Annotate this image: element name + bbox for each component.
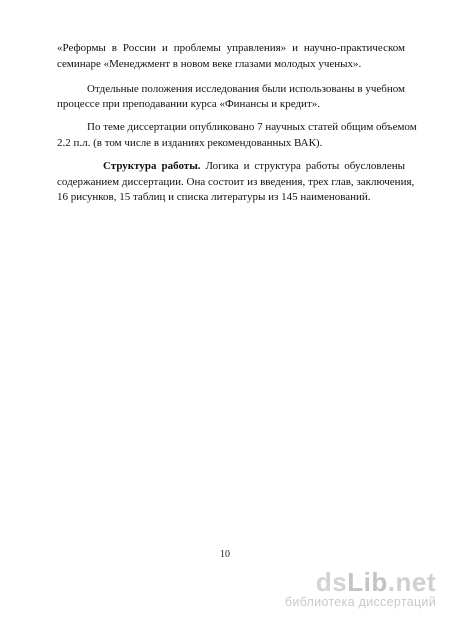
paragraph-line: По теме диссертации опубликовано 7 научных статей общим объемом: [87, 121, 417, 134]
paragraph-structure: [57, 159, 415, 206]
watermark-logo-net: .net: [387, 567, 436, 597]
paragraph-line: 2.2 п.л. (в том числе в изданиях рекомендованных ВАК).: [57, 136, 323, 149]
paragraph-line: «Реформы в России и проблемы управления» и научно-практическом: [57, 42, 405, 54]
structure-heading: Структура работы.: [103, 159, 201, 172]
paragraph-teaching-use: [57, 82, 405, 114]
watermark-logo-ds: ds: [315, 567, 348, 597]
page-number: 10: [220, 549, 230, 560]
paragraph-line: содержанием диссертации. Она состоит из введения, трех глав, заключения,: [57, 175, 415, 188]
paragraph-line: 16 рисунков, 15 таблиц и списка литературы из 145 наименований.: [57, 191, 371, 204]
structure-text: Логика и структура работы обусловлены: [205, 159, 406, 172]
paragraph-line: [57, 159, 405, 175]
watermark-logo-lib: Lib: [347, 567, 388, 597]
watermark-tagline: библиотека диссертаций: [284, 595, 436, 609]
watermark: [284, 567, 436, 610]
watermark-logo: [285, 567, 436, 597]
paragraph-line: семинаре «Менеджмент в новом веке глазами молодых ученых».: [57, 57, 362, 70]
paragraph-line: Отдельные положения исследования были использованы в учебном: [87, 82, 405, 95]
paragraph-conference: [57, 41, 405, 73]
paragraph-publications: [57, 120, 417, 152]
paragraph-line: процессе при преподавании курса «Финансы и кредит».: [57, 98, 320, 111]
document-body: [57, 41, 417, 206]
